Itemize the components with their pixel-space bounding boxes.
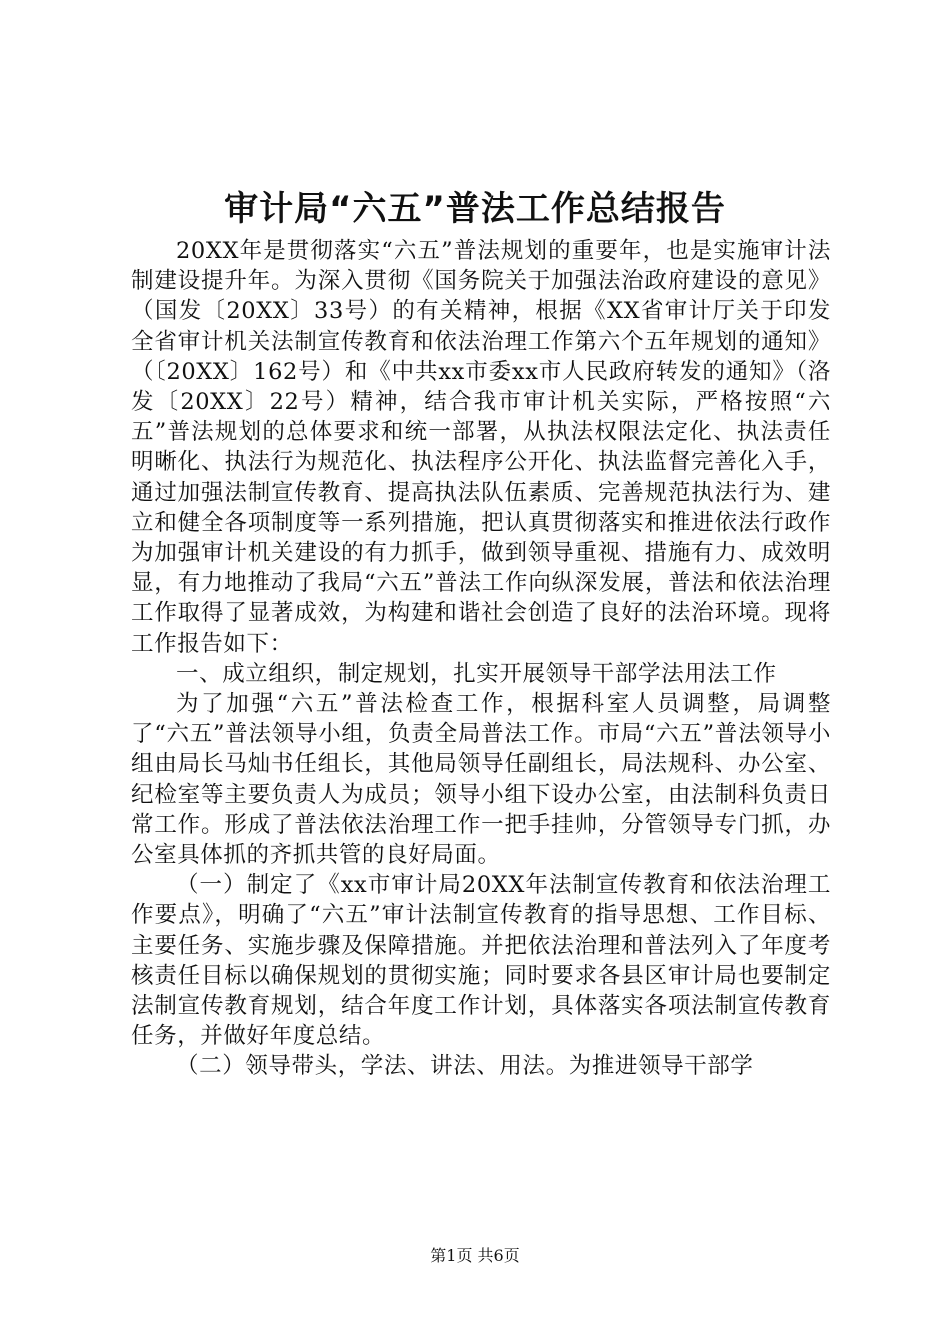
section-heading-1: 一、成立组织，制定规划，扎实开展领导干部学法用法工作 [176,660,777,687]
document-title: 审计局“六五”普法工作总结报告 [224,189,726,229]
page-footer: 第1页 共6页 [430,1246,520,1265]
section-1-paragraph: 为了加强“六五”普法检查工作，根据科室人员调整，局调整了“六五”普法领导小组，负责全局普法工作。市局“六五”普法领导小组由局长马灿书任组长，其他局领导任副组长，局法规科、办公室、纪检室等主要负责人为成员；领导小组下设办公室，由法制科负责日常工作。形成了普法依法治理工作一把手挂帅，分管领导专门抓，办公室具体抓的齐抓共管的良好局面。 [131,691,831,869]
document-body [131,236,831,1082]
intro-paragraph: 20XX年是贯彻落实“六五”普法规划的重要年，也是实施审计法制建设提升年。为深入贯彻《国务院关于加强法治政府建设的意见》（国发〔20XX〕33号）的有关精神，根据《XX省审计厅关于印发全省审计机关法制宣传教育和依法治理工作第六个五年规划的通知》（〔20XX〕162号）和《中共xx市委xx市人民政府转发的通知》（洛发〔20XX〕22号）精神，结合我市审计机关实际，严格按照“六五”普法规划的总体要求和统一部署，从执法权限法定化、执法责任明晰化、执法行为规范化、执法程序公开化、执法监督完善化入手，通过加强法制宣传教育、提高执法队伍素质、完善规范执法行为、建立和健全各项制度等一系列措施，把认真贯彻落实和推进依法行政作为加强审计机关建设的有力抓手，做到领导重视、措施有力、成效明显，有力地推动了我局“六五”普法工作向纵深发展，普法和依法治理工作取得了显著成效，为构建和谐社会创造了良好的法治环境。现将工作报告如下： [131,238,831,657]
subsection-1-paragraph: （一）制定了《xx市审计局20XX年法制宣传教育和依法治理工作要点》，明确了“六五”审计法制宣传教育的指导思想、工作目标、主要任务、实施步骤及保障措施。并把依法治理和普法列入了年度考核责任目标以确保规划的贯彻实施；同时要求各县区审计局也要制定法制宣传教育规划，结合年度工作计划，具体落实各项法制宣传教育任务，并做好年度总结。 [131,872,831,1050]
subsection-2-paragraph: （二）领导带头，学法、讲法、用法。为推进领导干部学 [176,1053,754,1080]
